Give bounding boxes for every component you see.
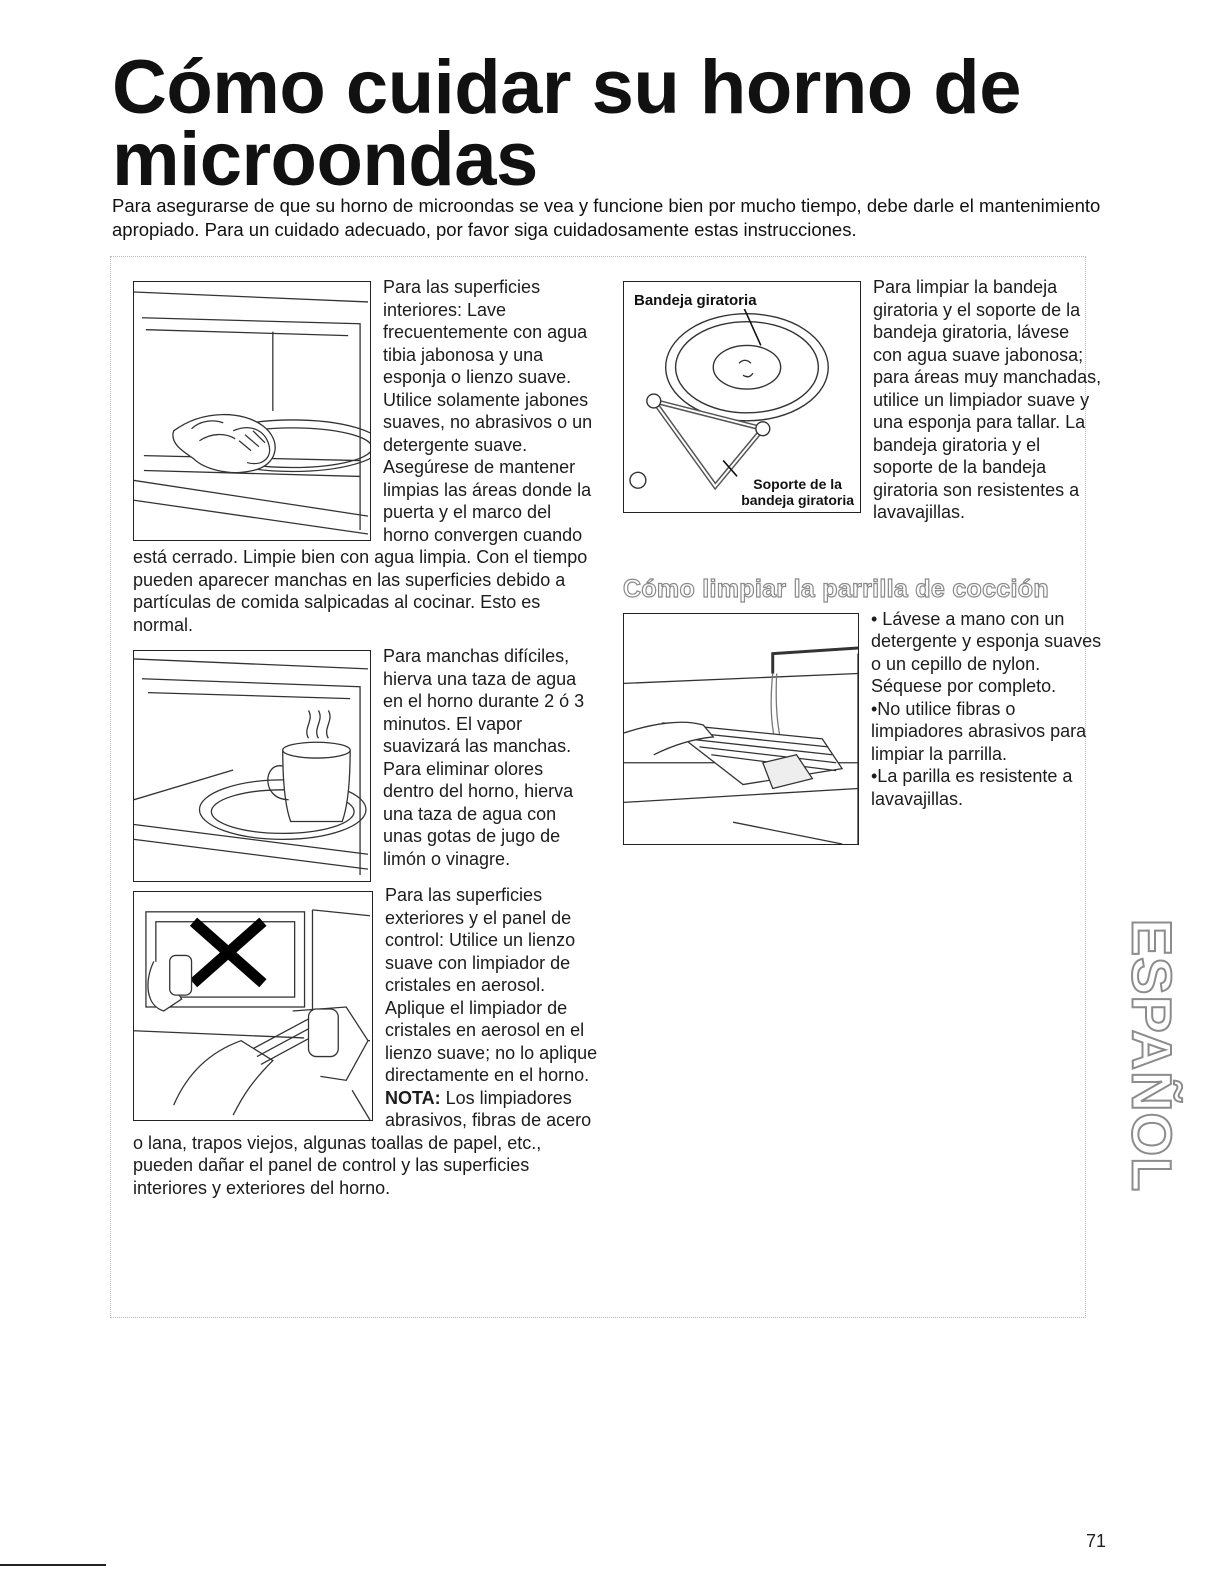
page-number: 71 xyxy=(1086,1531,1107,1551)
note-text: Los limpiadores abrasivos, fibras de acero o lana, trapos viejos, algunas toallas de papel, etc., pueden dañar el panel de control y las superficies interiores y exteriores del horno. xyxy=(133,1087,592,1198)
note-label: NOTA: xyxy=(385,1087,441,1108)
rack-heading: Cómo limpiar la parrilla de cocción xyxy=(623,574,1049,603)
rack-text: • Lávese a mano con un detergente y esponja suaves o un cepillo de nylon. Séquese por completo. •No utilice fibras o limpiadores abrasivos para limpiar la parrilla. •La parilla es resistente a lavavajillas. xyxy=(623,608,1103,811)
intro-paragraph: Para asegurarse de que su horno de microondas se vea y funcione bien por mucho tiempo, debe darle el mantenimiento apropiado. Para un cuidado adecuado, por favor siga cuidadosamente estas instrucciones. xyxy=(112,195,1101,240)
label-support: Soporte de la bandeja giratoria xyxy=(741,476,854,508)
interior-cleaning-text: Para las superficies interiores: Lave frecuentemente con agua tibia jabonosa y una esponja o lienzo suave. Utilice solamente jabones suaves, no abrasivos o un detergente suave. Asegúrese de mantener limpias las áreas donde la puerta y el marco del horno convergen cuando está cerrado. Limpie bien con agua limpia. Con el tiempo pueden aparecer manchas en las superficies debido a partículas de comida salpicadas al cocinar. Esto es normal. xyxy=(133,277,593,635)
footer-rule xyxy=(0,1564,106,1566)
turntable-text: Bandeja giratoria Soporte de la bandeja giratoria Para limpiar la bandeja giratoria y el soporte de la bandeja giratoria, lávese con agua suave jabonosa; para áreas muy manchadas, utilice un limpiador suave y una esponja para tallar. La bandeja giratoria y el soporte de la bandeja giratoria son resistentes a lavavajillas. xyxy=(623,276,1103,524)
turntable-illustration xyxy=(623,281,861,513)
right-column xyxy=(623,276,1103,849)
steam-cup-illustration xyxy=(133,650,371,882)
stains-text: Para manchas difíciles, hierva una taza de agua en el horno durante 2 ó 3 minutos. El vapor suavizará las manchas. Para eliminar olores dentro del horno, hierva una taza de agua con unas gotas de jugo de limón o vinagre. xyxy=(133,645,598,870)
exterior-cleaning-text: Para las superficies exteriores y el panel de control: Utilice un lienzo suave con limpiador de cristales en aerosol. Aplique el limpiador de cristales en aerosol en el lienzo suave; no lo aplique directamente en el horno. NOTA: Los limpiadores abrasivos, fibras de acero o lana, trapos viejos, algunas toallas de papel, etc., pueden dañar el panel de control y las superficies interiores y exteriores del horno. xyxy=(133,885,598,1198)
rack-wash-illustration xyxy=(623,613,859,845)
label-tray: Bandeja giratoria xyxy=(634,292,757,309)
exterior-spray-illustration xyxy=(133,891,373,1121)
interior-wipe-illustration xyxy=(133,281,371,541)
page-title: Cómo cuidar su horno de microondas xyxy=(112,45,1021,202)
left-column xyxy=(133,276,598,1199)
language-side-tab: ESPAÑOL xyxy=(1120,918,1184,1192)
